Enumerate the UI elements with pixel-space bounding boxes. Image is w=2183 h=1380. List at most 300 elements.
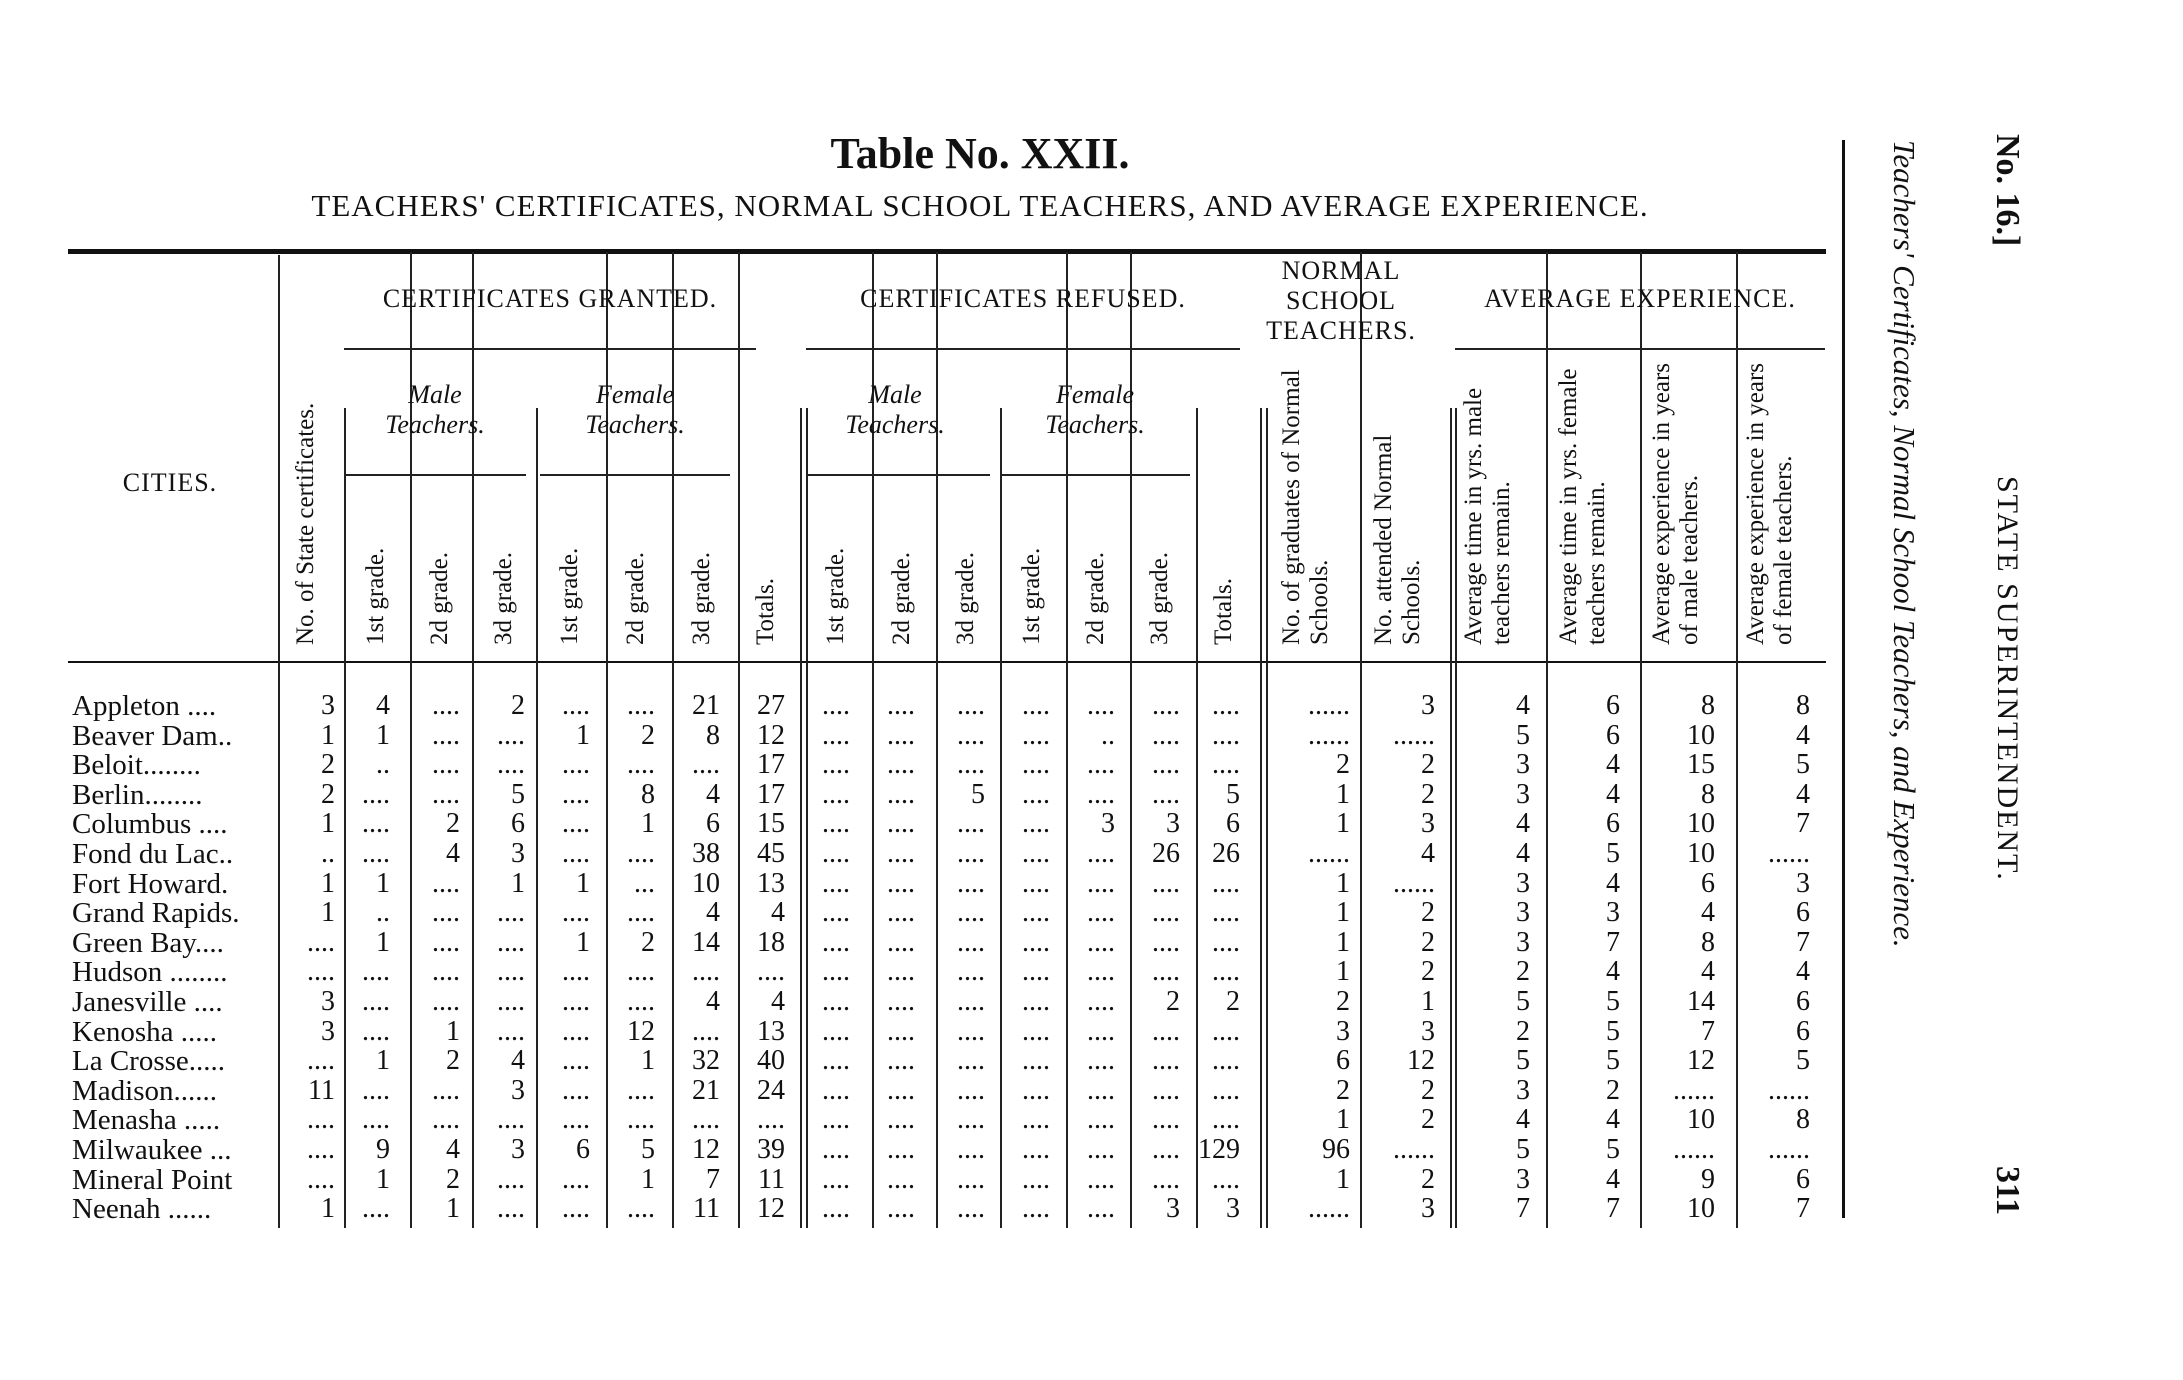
table-cell: ....	[822, 1104, 850, 1136]
table-cell: 14	[692, 926, 720, 958]
table-cell: 4	[771, 986, 785, 1017]
table-cell: 7	[1606, 1193, 1620, 1225]
table-cell: ....	[887, 1163, 915, 1195]
table-cell: ....	[1152, 1134, 1180, 1165]
table-cell: ....	[562, 1015, 590, 1047]
table-cell: 5	[1516, 986, 1530, 1017]
table-cell: ....	[1022, 956, 1050, 988]
table-cell: 4	[1701, 897, 1715, 929]
table-cell: 3	[1606, 897, 1620, 929]
table-cell: ....	[562, 986, 590, 1017]
table-cell: 3	[1516, 926, 1530, 958]
table-cell: 1	[376, 1163, 390, 1195]
table-cell: ....	[497, 1015, 525, 1047]
table-cell: ....	[627, 838, 655, 869]
table-cell: 1	[1421, 986, 1435, 1017]
number-label: No. 16.]	[1989, 134, 2026, 247]
table-cell: 5	[1606, 838, 1620, 869]
table-cell: ....	[1022, 749, 1050, 781]
table-cell: 17	[757, 778, 785, 810]
table-cell: 1	[1336, 956, 1350, 988]
table-cell: ....	[1022, 690, 1050, 721]
table-cell: ....	[1087, 1074, 1115, 1106]
table-cell: 12	[627, 1015, 655, 1047]
table-cell: ....	[432, 986, 460, 1017]
table-cell: 4	[1606, 956, 1620, 988]
table-cell: ....	[1212, 956, 1240, 988]
table-cell: ....	[887, 956, 915, 988]
table-cell: ....	[887, 808, 915, 840]
table-cell: 3	[321, 986, 335, 1017]
table-cell: 15	[1687, 749, 1715, 781]
table-cell: ....	[1152, 719, 1180, 751]
table-cell: ....	[957, 956, 985, 988]
column-header-totals: Totals.	[1210, 578, 1237, 645]
table-cell: 4	[1421, 838, 1435, 869]
table-cell: ......	[1768, 1074, 1810, 1106]
column-header-avg1: Average time in yrs. male teachers remain.	[1460, 387, 1515, 645]
table-cell: ....	[1212, 1015, 1240, 1047]
table-cell: ..	[1101, 719, 1115, 751]
column-header-grade2: 2d grade.	[622, 551, 649, 645]
table-cell: 5	[1606, 986, 1620, 1017]
table-cell: ....	[1212, 867, 1240, 899]
table-cell: 12	[1407, 1045, 1435, 1077]
table-cell: ....	[957, 719, 985, 751]
table-cell: 4	[1516, 1104, 1530, 1136]
table-cell: ....	[562, 778, 590, 810]
table-cell: ....	[307, 1045, 335, 1077]
city-name: Janesville ....	[72, 986, 223, 1018]
table-cell: ....	[957, 897, 985, 929]
table-cell: ....	[307, 1104, 335, 1136]
table-cell: ....	[562, 838, 590, 869]
table-cell: 1	[376, 1045, 390, 1077]
granted-male-header: Male Teachers.	[385, 380, 485, 439]
table-cell: 45	[757, 838, 785, 869]
table-cell: 3	[1516, 867, 1530, 899]
table-cell: 2	[511, 690, 525, 721]
table-cell: ....	[1152, 1074, 1180, 1106]
table-cell: ....	[562, 1045, 590, 1077]
table-cell: 7	[1516, 1193, 1530, 1225]
column-header-grade3: 3d grade.	[952, 551, 979, 645]
table-cell: 26	[1152, 838, 1180, 869]
table-cell: 8	[1701, 926, 1715, 958]
table-cell: ....	[1022, 1104, 1050, 1136]
table-cell: ....	[497, 1193, 525, 1225]
table-cell: 2	[1226, 986, 1240, 1017]
table-cell: 10	[1687, 719, 1715, 751]
table-cell: ......	[1308, 838, 1350, 869]
table-cell: ....	[822, 719, 850, 751]
refused-male-header: Male Teachers.	[845, 380, 945, 439]
city-name: Beloit........	[72, 749, 201, 782]
table-cell: ....	[362, 1015, 390, 1047]
table-cell: ....	[822, 926, 850, 958]
table-cell: 1	[641, 1045, 655, 1077]
table-cell: ....	[432, 867, 460, 899]
table-cell: ....	[562, 690, 590, 721]
column-header-grade1: 1st grade.	[1018, 547, 1045, 645]
table-cell: 6	[1796, 1163, 1810, 1195]
table-cell: 4	[771, 897, 785, 929]
table-cell: 8	[1796, 1104, 1810, 1136]
table-cell: ....	[887, 1074, 915, 1106]
table-cell: ....	[957, 808, 985, 840]
column-header-avg2: Average time in yrs. female teachers remain.	[1555, 368, 1610, 645]
table-cell: 4	[1606, 1163, 1620, 1195]
table-cell: ....	[562, 897, 590, 929]
table-cell: ....	[307, 1163, 335, 1195]
column-line	[1260, 408, 1262, 1228]
table-cell: 1	[321, 867, 335, 899]
table-cell: ....	[1212, 926, 1240, 958]
city-name: Kenosha .....	[72, 1015, 217, 1048]
table-cell: 10	[1687, 1104, 1715, 1136]
table-cell: ....	[1152, 867, 1180, 899]
table-cell: 14	[1687, 986, 1715, 1017]
city-name: Milwaukee ...	[72, 1134, 232, 1166]
table-cell: 26	[1212, 838, 1240, 869]
table-cell: 1	[576, 867, 590, 899]
table-cell: 3	[511, 1134, 525, 1165]
table-cell: 1	[576, 926, 590, 958]
table-cell: ....	[1152, 897, 1180, 929]
table-cell: 21	[692, 690, 720, 721]
table-cell: ....	[1152, 690, 1180, 721]
cities-header: CITIES.	[122, 468, 218, 497]
table-cell: ....	[692, 1015, 720, 1047]
table-cell: 6	[576, 1134, 590, 1165]
table-cell: ....	[1212, 1074, 1240, 1106]
table-cell: ....	[887, 897, 915, 929]
table-cell: ....	[1087, 1134, 1115, 1165]
table-cell: ....	[822, 749, 850, 781]
table-cell: ....	[562, 1104, 590, 1136]
table-cell: 4	[511, 1045, 525, 1077]
table-cell: 2	[1336, 749, 1350, 781]
table-cell: ....	[1152, 1163, 1180, 1195]
table-cell: ....	[307, 926, 335, 958]
table-cell: ...	[634, 867, 655, 899]
table-cell: 4	[706, 986, 720, 1017]
table-cell: 7	[1606, 926, 1620, 958]
table-cell: 10	[1687, 808, 1715, 840]
table-cell: ....	[822, 838, 850, 869]
table-cell: ....	[822, 1074, 850, 1106]
table-cell: ..	[376, 897, 390, 929]
table-cell: ....	[562, 1163, 590, 1195]
table-cell: ....	[957, 690, 985, 721]
table-cell: ......	[1393, 1134, 1435, 1165]
table-cell: ....	[1152, 749, 1180, 781]
table-cell: 3	[1421, 1015, 1435, 1047]
table-cell: 2	[1166, 986, 1180, 1017]
table-cell: 4	[1606, 749, 1620, 781]
table-cell: 2	[1421, 926, 1435, 958]
table-cell: ....	[822, 956, 850, 988]
table-cell: 3	[321, 1015, 335, 1047]
table-cell: 3	[321, 690, 335, 721]
column-header-grade3: 3d grade.	[688, 551, 715, 645]
average-experience-header: AVERAGE EXPERIENCE.	[1484, 284, 1796, 313]
table-cell: ....	[432, 897, 460, 929]
table-cell: ....	[1087, 1163, 1115, 1195]
table-cell: ....	[362, 838, 390, 869]
table-cell: ....	[1152, 926, 1180, 958]
table-cell: 1	[321, 808, 335, 840]
table-cell: 3	[1421, 690, 1435, 721]
table-cell: 4	[1606, 778, 1620, 810]
table-cell: 7	[1796, 1193, 1810, 1225]
table-cell: ....	[497, 926, 525, 958]
table-cell: 2	[446, 1045, 460, 1077]
table-cell: 11	[308, 1074, 335, 1106]
table-cell: 6	[1606, 690, 1620, 721]
table-cell: 2	[1421, 1104, 1435, 1136]
table-cell: ..	[376, 749, 390, 781]
table-cell: ....	[1022, 1074, 1050, 1106]
table-cell: 4	[1606, 867, 1620, 899]
table-cell: ....	[822, 897, 850, 929]
table-cell: ....	[1152, 1015, 1180, 1047]
table-cell: ....	[1022, 1193, 1050, 1225]
table-cell: 11	[693, 1193, 720, 1225]
column-header-grade3: 3d grade.	[490, 551, 517, 645]
table-cell: ......	[1308, 690, 1350, 721]
table-cell: ....	[957, 1015, 985, 1047]
table-cell: ....	[1152, 1045, 1180, 1077]
table-cell: ....	[1212, 749, 1240, 781]
table-cell: 3	[1516, 1074, 1530, 1106]
table-cell: 39	[757, 1134, 785, 1165]
table-cell: ..	[321, 838, 335, 869]
table-cell: ....	[822, 986, 850, 1017]
table-cell: 5	[1226, 778, 1240, 810]
table-cell: 1	[1336, 1104, 1350, 1136]
table-cell: ....	[1212, 690, 1240, 721]
table-cell: ....	[307, 1134, 335, 1165]
table-cell: 3	[1796, 867, 1810, 899]
table-cell: 10	[1687, 838, 1715, 869]
table-cell: 5	[1606, 1045, 1620, 1077]
table-cell: ....	[957, 1045, 985, 1077]
city-name: Berlin........	[72, 778, 203, 811]
table-cell: ....	[432, 778, 460, 810]
table-cell: 12	[757, 719, 785, 751]
table-cell: 6	[1606, 808, 1620, 840]
section-title: STATE SUPERINTENDENT.	[1991, 476, 2024, 882]
table-cell: 7	[1796, 808, 1810, 840]
table-cell: 2	[641, 719, 655, 751]
table-cell: ....	[887, 867, 915, 899]
column-header-grade3: 3d grade.	[1146, 551, 1173, 645]
table-cell: 7	[1701, 1015, 1715, 1047]
table-cell: ....	[957, 1163, 985, 1195]
table-cell: ....	[822, 1045, 850, 1077]
table-cell: ....	[627, 1074, 655, 1106]
table-cell: ....	[692, 1104, 720, 1136]
table-cell: 6	[511, 808, 525, 840]
table-cell: ......	[1393, 719, 1435, 751]
table-cell: 1	[446, 1015, 460, 1047]
table-cell: 2	[1421, 749, 1435, 781]
city-name: Green Bay....	[72, 926, 224, 959]
table-cell: 8	[706, 719, 720, 751]
table-cell: ....	[432, 690, 460, 721]
table-cell: 3	[1516, 749, 1530, 781]
city-name: Fort Howard.	[72, 867, 229, 900]
table-cell: ....	[1152, 778, 1180, 810]
table-cell: ....	[887, 719, 915, 751]
table-cell: ....	[562, 749, 590, 781]
table-cell: ....	[957, 1134, 985, 1165]
table-cell: 4	[706, 897, 720, 929]
table-cell: ......	[1393, 867, 1435, 899]
table-cell: ....	[957, 1074, 985, 1106]
column-header-normal-grads: No. of graduates of Normal Schools.	[1278, 369, 1333, 645]
table-cell: 6	[706, 808, 720, 840]
column-header-avg3: Average experience in years of male teachers.	[1648, 362, 1703, 645]
table-cell: 10	[692, 867, 720, 899]
table-cell: ....	[1022, 1163, 1050, 1195]
table-cell: ....	[957, 838, 985, 869]
refused-female-header: Female Teachers.	[1045, 380, 1145, 439]
table-cell: ....	[562, 1074, 590, 1106]
table-cell: 5	[1516, 1045, 1530, 1077]
table-cell: 40	[757, 1045, 785, 1077]
table-cell: ....	[887, 838, 915, 869]
table-cell: 2	[1421, 1074, 1435, 1106]
table-cell: 27	[757, 690, 785, 721]
certificates-refused-header: CERTIFICATES REFUSED.	[860, 284, 1186, 313]
table-cell: 4	[1701, 956, 1715, 988]
table-cell: ....	[822, 867, 850, 899]
side-rule	[1842, 140, 1845, 1218]
table-cell: ....	[887, 986, 915, 1017]
table-cell: ....	[362, 1074, 390, 1106]
table-cell: ....	[887, 1015, 915, 1047]
table-cell: 21	[692, 1074, 720, 1106]
table-cell: ....	[432, 749, 460, 781]
table-cell: 5	[1516, 1134, 1530, 1165]
top-rule	[68, 249, 1826, 254]
table-cell: ....	[1087, 926, 1115, 958]
column-header-grade1: 1st grade.	[362, 547, 389, 645]
column-header-grade2: 2d grade.	[426, 551, 453, 645]
table-cell: 3	[1166, 808, 1180, 840]
table-cell: ....	[957, 926, 985, 958]
table-cell: 3	[1421, 808, 1435, 840]
table-cell: 6	[1336, 1045, 1350, 1077]
city-name: Neenah ......	[72, 1193, 212, 1226]
table-cell: ......	[1768, 838, 1810, 869]
table-cell: ....	[627, 1104, 655, 1136]
city-name: Madison......	[72, 1074, 217, 1107]
table-cell: ......	[1673, 1074, 1715, 1106]
table-cell: 4	[1796, 956, 1810, 988]
city-name: Fond du Lac..	[72, 838, 234, 870]
table-cell: 3	[1516, 897, 1530, 929]
table-cell: ....	[887, 1134, 915, 1165]
table-cell: 3	[1226, 1193, 1240, 1225]
column-header-state-certs: No. of State certificates.	[292, 402, 319, 645]
table-cell: 1	[641, 808, 655, 840]
table-cell: ....	[1022, 867, 1050, 899]
table-cell: ....	[1087, 1193, 1115, 1225]
table-cell: ....	[1022, 926, 1050, 958]
table-cell: ....	[1022, 1134, 1050, 1165]
table-cell: ....	[562, 808, 590, 840]
table-cell: ......	[1673, 1134, 1715, 1165]
table-cell: ....	[1087, 1045, 1115, 1077]
table-cell: ....	[362, 1193, 390, 1225]
table-cell: 1	[321, 897, 335, 929]
table-cell: ....	[957, 1193, 985, 1225]
table-cell: 8	[1796, 690, 1810, 721]
table-cell: ....	[1212, 1104, 1240, 1136]
table-cell: ....	[887, 749, 915, 781]
table-cell: ....	[1022, 719, 1050, 751]
city-name: Columbus ....	[72, 808, 228, 841]
table-cell: 4	[706, 778, 720, 810]
table-cell: ....	[432, 1074, 460, 1106]
table-cell: ....	[1022, 1045, 1050, 1077]
table-cell: 5	[511, 778, 525, 810]
table-cell: 1	[511, 867, 525, 899]
table-cell: ....	[692, 749, 720, 781]
table-cell: ....	[362, 956, 390, 988]
table-cell: ....	[1022, 897, 1050, 929]
column-header-grade1: 1st grade.	[822, 547, 849, 645]
table-subtitle: TEACHERS' CERTIFICATES, NORMAL SCHOOL TEACHERS, AND AVERAGE EXPERIENCE.	[311, 188, 1649, 223]
table-cell: ....	[822, 690, 850, 721]
table-cell: ....	[822, 778, 850, 810]
table-cell: ......	[1768, 1134, 1810, 1165]
table-cell: ....	[822, 808, 850, 840]
table-cell: ....	[1212, 719, 1240, 751]
table-cell: 1	[376, 926, 390, 958]
table-cell: 3	[1516, 1163, 1530, 1195]
table-cell: 8	[641, 778, 655, 810]
table-cell: ....	[497, 1104, 525, 1136]
table-cell: 9	[376, 1134, 390, 1165]
table-cell: 6	[1701, 867, 1715, 899]
table-cell: ....	[1087, 897, 1115, 929]
table-cell: ....	[1087, 690, 1115, 721]
normal-school-header: NORMAL SCHOOL TEACHERS.	[1266, 256, 1416, 345]
table-cell: 24	[757, 1074, 785, 1106]
table-cell: ....	[362, 1104, 390, 1136]
table-cell: ....	[1022, 1015, 1050, 1047]
table-cell: 3	[1166, 1193, 1180, 1225]
table-cell: 4	[446, 1134, 460, 1165]
city-name: Mineral Point	[72, 1163, 233, 1196]
table-cell: 5	[641, 1134, 655, 1165]
table-cell: 13	[757, 867, 785, 899]
table-cell: 2	[1421, 956, 1435, 988]
table-cell: 1	[641, 1163, 655, 1195]
table-cell: 12	[757, 1193, 785, 1225]
table-cell: 2	[321, 778, 335, 810]
table-cell: 6	[1796, 1015, 1810, 1047]
table-cell: ....	[627, 749, 655, 781]
table-cell: ....	[822, 1163, 850, 1195]
page-number: 311	[1989, 1166, 2026, 1216]
city-name: Beaver Dam..	[72, 719, 233, 752]
city-name: Appleton ....	[72, 690, 217, 722]
